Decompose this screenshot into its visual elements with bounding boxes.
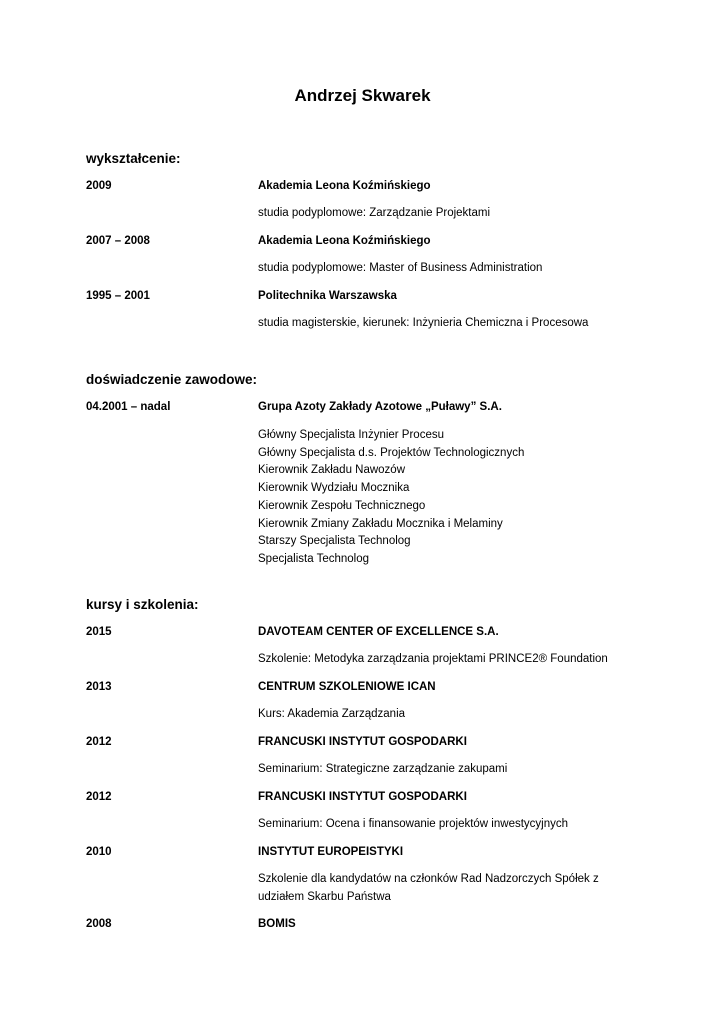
role-item: Główny Specjalista Inżynier Procesu (258, 429, 444, 441)
entry-date: 2010 (86, 846, 112, 858)
experience-roles (258, 427, 628, 569)
experience-title: doświadczenie zawodowe: (86, 372, 258, 387)
entry-date: 04.2001 – nadal (86, 401, 171, 413)
entry-date: 2013 (86, 681, 112, 693)
role-item: Kierownik Zakładu Nawozów (258, 464, 406, 477)
entry-detail (258, 871, 628, 906)
entry-organizer: DAVOTEAM CENTER OF EXCELLENCE S.A. (258, 626, 499, 638)
entry-organizer: BOMIS (258, 918, 296, 930)
entry-detail (258, 761, 628, 779)
role-item: Kierownik Wydziału Mocznika (258, 482, 410, 495)
entry-date: 1995 – 2001 (86, 290, 150, 302)
role-item: Kierownik Zmiany Zakładu Mocznika i Melaminy (258, 517, 503, 530)
entry-organizer: CENTRUM SZKOLENIOWE ICAN (258, 681, 436, 693)
entry-date: 2009 (86, 180, 112, 192)
entry-detail: studia magisterskie, kierunek: Inżynieria Chemiczna i Procesowa (258, 317, 589, 329)
detail-line: udziałem Skarbu Państwa (258, 890, 391, 903)
entry-detail: studia podyplomowe: Zarządzanie Projektami (258, 207, 491, 219)
entry-detail (258, 706, 628, 724)
entry-detail: studia podyplomowe: Master of Business Administration (258, 262, 543, 274)
entry-employer: Grupa Azoty Zakłady Azotowe „Puławy” S.A. (258, 401, 502, 413)
role-item: Kierownik Zespołu Technicznego (258, 499, 426, 512)
entry-date: 2012 (86, 736, 112, 748)
entry-institution: Akademia Leona Koźmińskiego (258, 235, 431, 247)
entry-detail (258, 816, 628, 834)
detail-line: Szkolenie dla kandydatów na członków Rad Nadzorczych Spółek z (258, 873, 599, 885)
entry-date: 2015 (86, 626, 112, 638)
entry-institution: Politechnika Warszawska (258, 290, 397, 302)
entry-organizer: INSTYTUT EUROPEISTYKI (258, 846, 404, 858)
role-item: Starszy Specjalista Technolog (258, 535, 411, 548)
role-item: Specjalista Technolog (258, 552, 370, 565)
entry-organizer: FRANCUSKI INSTYTUT GOSPODARKI (258, 736, 467, 748)
detail-line: Seminarium: Strategiczne zarządzanie zakupami (258, 763, 508, 775)
entry-detail (258, 651, 628, 669)
detail-line: Seminarium: Ocena i finansowanie projektów inwestycyjnych (258, 818, 569, 830)
person-name: Andrzej Skwarek (294, 86, 431, 105)
entry-date: 2012 (86, 791, 112, 803)
entry-organizer: FRANCUSKI INSTYTUT GOSPODARKI (258, 791, 467, 803)
detail-line: Kurs: Akademia Zarządzania (258, 708, 406, 720)
entry-date: 2007 – 2008 (86, 235, 150, 247)
entry-date: 2008 (86, 918, 112, 930)
detail-line: Szkolenie: Metodyka zarządzania projektami PRINCE2® Foundation (258, 653, 608, 665)
role-item: Główny Specjalista d.s. Projektów Technologicznych (258, 446, 525, 459)
courses-title: kursy i szkolenia: (86, 597, 199, 612)
education-title: wykształcenie: (86, 151, 181, 166)
entry-institution: Akademia Leona Koźmińskiego (258, 180, 431, 192)
